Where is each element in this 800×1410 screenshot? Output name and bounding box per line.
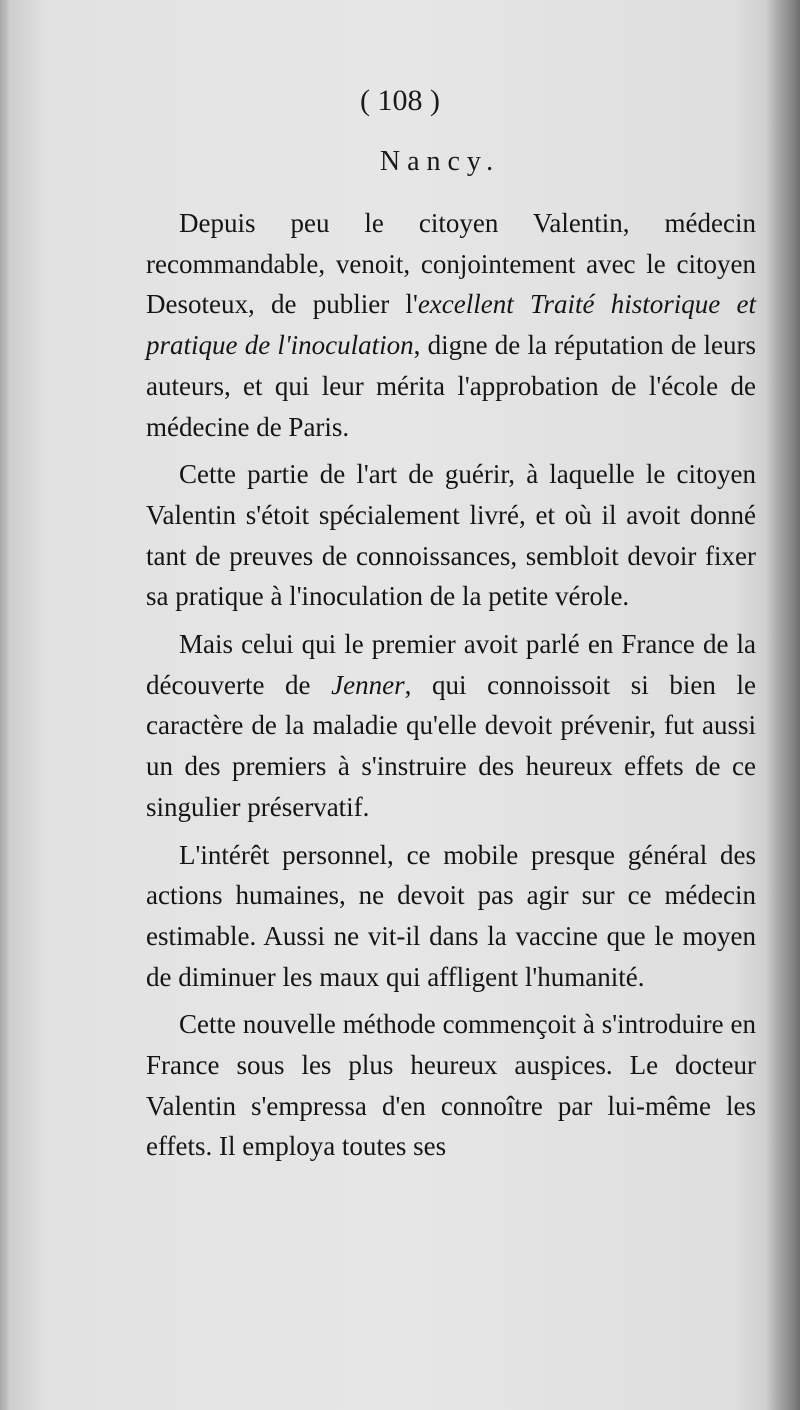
paragraph-2: Cette partie de l'art de guérir, à laquelle le citoyen Valentin s'étoit spécialement livré, et où il avoit donné tant de preuves de connoissances, sembloit devoir fixer sa pratique à l'inoculation de la petite vérole. xyxy=(146,459,756,612)
paragraph-3-name-jenner: Jenner xyxy=(331,669,405,700)
paragraph-1-text-a: Depuis peu le citoyen Valentin, médecin recommandable, venoit, conjointement avec le citoyen Desoteux, de publier l' xyxy=(146,208,756,320)
paragraph-1-text-b: , digne de la réputation de leurs auteurs, et qui leur mérita l'approbation de l'école de médecine de Paris. xyxy=(146,330,756,442)
body-text xyxy=(146,203,756,1174)
section-title: Nancy. xyxy=(379,146,501,177)
page-shadow-left xyxy=(0,0,10,1410)
page-number: ( 108 ) xyxy=(360,84,440,117)
paragraph-3-text-a: Mais celui qui le premier avoit parlé en France de la découverte de xyxy=(146,629,756,700)
paragraph-4: L'intérêt personnel, ce mobile presque général des actions humaines, ne devoit pas agir sur ce médecin estimable. Aussi ne vit-il dans la vaccine que le moyen de diminuer les maux qui affligent l'humanité. xyxy=(146,839,756,992)
paragraph-3-text-b: , qui connoissoit si bien le caractère de la maladie qu'elle devoit prévenir, fut aussi un des premiers à s'instruire des heureux effets de ce singulier préservatif. xyxy=(146,669,756,822)
paragraph-1-book-title: excellent Traité historique et pratique de l'inoculation xyxy=(146,289,756,361)
paragraph-3 xyxy=(146,624,756,835)
page-shadow-right xyxy=(766,0,800,1410)
paragraph-5: Cette nouvelle méthode commençoit à s'introduire en France sous les plus heureux auspices. Le docteur Valentin s'empressa d'en connoître par lui-même les effets. Il employa toutes ses xyxy=(146,1009,756,1162)
paragraph-1 xyxy=(146,203,756,454)
